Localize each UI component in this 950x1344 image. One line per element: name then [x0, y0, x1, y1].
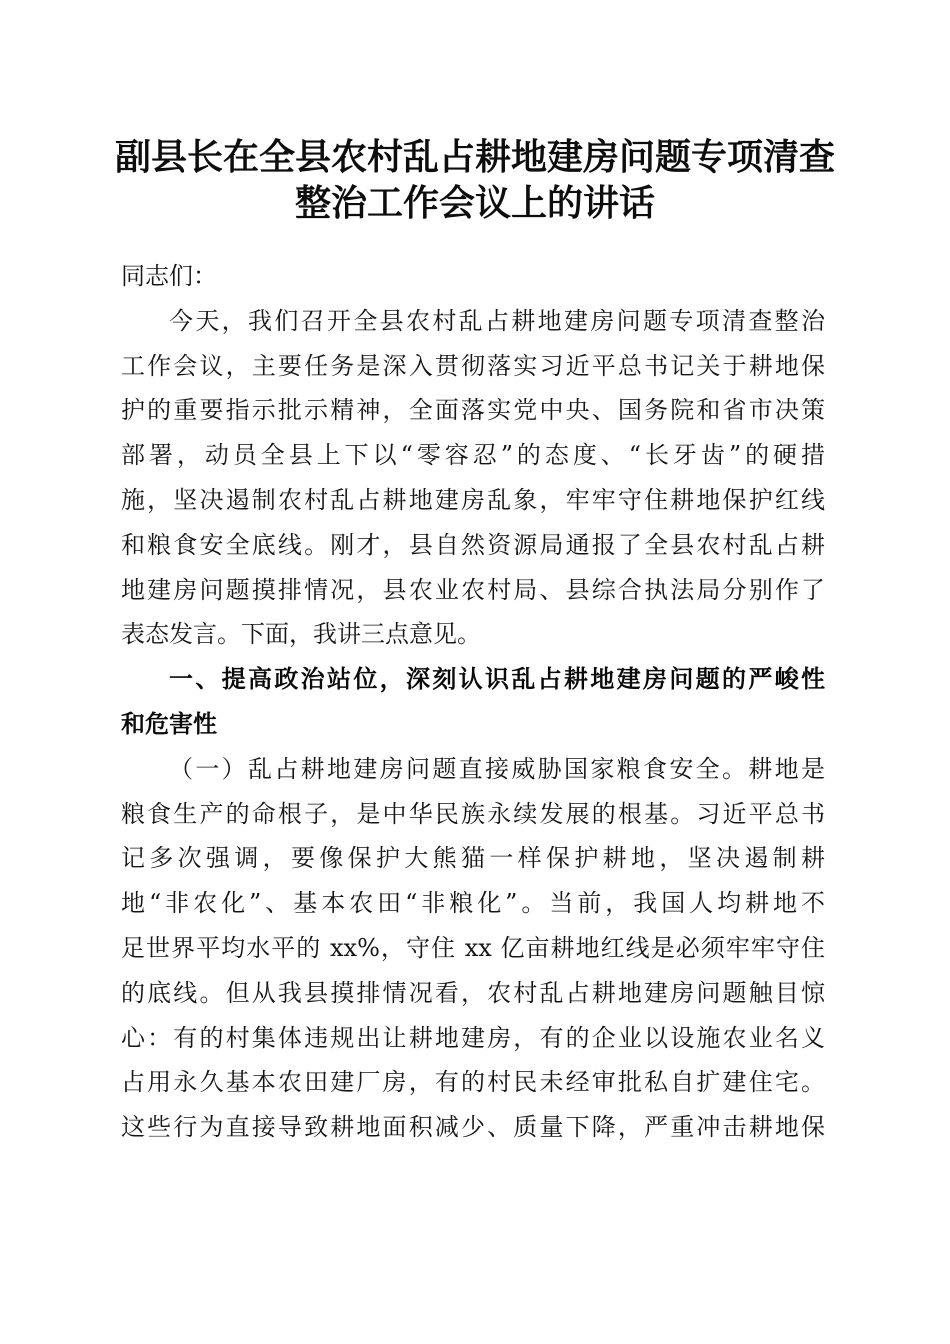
intro-paragraph-line: 工作会议，主要任务是深入贯彻落实习近平总书记关于耕地保: [121, 351, 825, 380]
title-line: 副县长在全县农村乱占耕地建房问题专项清查: [114, 136, 835, 178]
subsection-paragraph-line: 粮食生产的命根子，是中华民族永续发展的根基。习近平总书: [121, 799, 825, 828]
intro-paragraph-line: 和粮食安全底线。刚才，县自然资源局通报了全县农村乱占耕: [121, 530, 825, 559]
subsection-paragraph-line: 记多次强调，要像保护大熊猫一样保护耕地，坚决遏制耕: [121, 844, 825, 873]
section-heading-line: 和危害性: [121, 709, 217, 738]
salutation: 同志们：: [121, 262, 217, 290]
subsection-paragraph-line: 心：有的村集体违规出让耕地建房，有的企业以设施农业名义: [121, 1023, 825, 1052]
subsection-paragraph-line: 地“非农化”、基本农田“非粮化”。当前，我国人均耕地不: [121, 889, 825, 918]
subsection-paragraph-line: （一）乱占耕地建房问题直接威胁国家粮食安全。耕地是: [169, 754, 825, 783]
intro-paragraph-line: 今天，我们召开全县农村乱占耕地建房问题专项清查整治: [169, 306, 825, 335]
intro-paragraph-line: 部署，动员全县上下以“零容忍”的态度、“长牙齿”的硬措: [121, 441, 825, 470]
intro-paragraph-line: 护的重要指示批示精神，全面落实党中央、国务院和省市决策: [121, 396, 825, 425]
subsection-paragraph-line: 的底线。但从我县摸排情况看，农村乱占耕地建房问题触目惊: [121, 978, 825, 1007]
subsection-paragraph-line: 占用永久基本农田建厂房，有的村民未经审批私自扩建住宅。: [121, 1068, 825, 1097]
subsection-paragraph-line: 足世界平均水平的 xx%，守住 xx 亿亩耕地红线是必须牢牢守住: [121, 933, 825, 962]
document-body: [121, 254, 825, 1150]
intro-paragraph-line: 地建房问题摸排情况，县农业农村局、县综合执法局分别作了: [121, 575, 825, 604]
title-line: 整治工作会议上的讲话: [294, 182, 655, 224]
intro-paragraph-line: 施，坚决遏制农村乱占耕地建房乱象，牢牢守住耕地保护红线: [121, 485, 825, 514]
subsection-paragraph-line: 这些行为直接导致耕地面积减少、质量下降，严重冲击耕地保: [121, 1113, 825, 1142]
section-heading-line: 一、提高政治站位，深刻认识乱占耕地建房问题的严峻性: [169, 665, 825, 694]
document-title: [100, 134, 850, 226]
intro-paragraph-line: 表态发言。下面，我讲三点意见。: [121, 620, 481, 649]
